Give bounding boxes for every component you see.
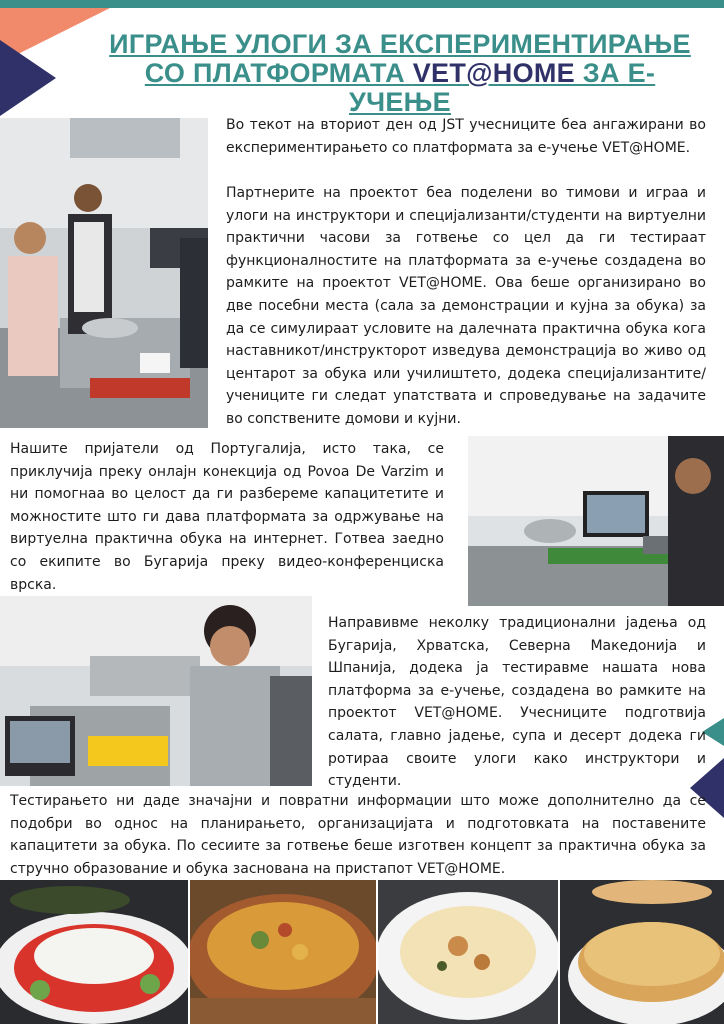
paragraph-intro: Во текот на вториот ден од JST учесниците беа ангажирани во експериментирањето со платформата за е-учење VET@HOME.: [226, 117, 706, 156]
photo-kitchen-training: [0, 118, 208, 428]
photo-soup: [378, 880, 558, 1024]
title-line-2a: СО ПЛАТФОРМАТА: [144, 58, 413, 88]
title-line-2c: ЗА Е-: [574, 58, 656, 88]
photo-salad: [0, 880, 188, 1024]
top-accent-bar: [0, 0, 724, 8]
photo-main-dish: [190, 880, 376, 1024]
page-title: [100, 30, 700, 117]
paragraph-portugal: Нашите пријатели од Португалија, исто така, се приклучија преку онлајн конекција од Povoa De Varzim и ни помогнаа во целост да ги разбереме капацитетите и можностите што ги дава платформата за одржување на виртуелна практична обука на интернет. Готвеа заедно со екипите во Бугарија преку видео-конференциска врска.: [10, 441, 444, 593]
title-line-1: ИГРАЊЕ УЛОГИ ЗА ЕКСПЕРИМЕНТИРАЊЕ: [109, 29, 691, 59]
paragraph-dishes: Направивме неколку традиционални јадења од Бугарија, Хрватска, Северна Македонија и Шпанија, додека ја тестиравме нашата нова платформа за е-учење, создадена во рамките на проектот VET@HOME. Учесниците подготвија салата, главно јадење, супа и десерт додека ги ротираа своите улоги како инструктори и студенти.: [328, 615, 706, 790]
photo-cook-cutting-board: [0, 596, 312, 786]
title-line-2b: VET@HOME: [412, 58, 575, 88]
title-line-3: УЧЕЊЕ: [349, 87, 451, 117]
decor-triangle-navy: [0, 40, 56, 116]
paragraph-teams: Партнерите на проектот беа поделени во тимови и играа и улоги на инструктори и специјализанти/студенти на виртуелни практични часови за готвење со цел да ги тестираат функционалностите на платформата за е-учење создадена во рамките на проектот VET@HOME. Ова беше организирано во две посебни места (сала за демонстрации и кујна за обука) за да се симулираат условите на далечната практична обука кога наставникот/инструкторот изведува демонстрација во живо од центарот за обука или училиштето, додека специјализантите/учениците ги следат упатствата и спроведување на задачите во сопствените домови и кујни.: [226, 185, 706, 427]
photo-dessert: [560, 880, 724, 1024]
photo-laptop-station: [468, 436, 724, 606]
paragraph-testing: Тестирањето ни даде значајни и повратни информации што може дополнително да се подобри во однос на планирањето, организацијата и подготовката на поставените капацитети за обука. По сесиите за готвење беше изготвен концепт за практична обука за стручно образование и обука заснована на пристапот VET@HOME.: [10, 793, 706, 877]
